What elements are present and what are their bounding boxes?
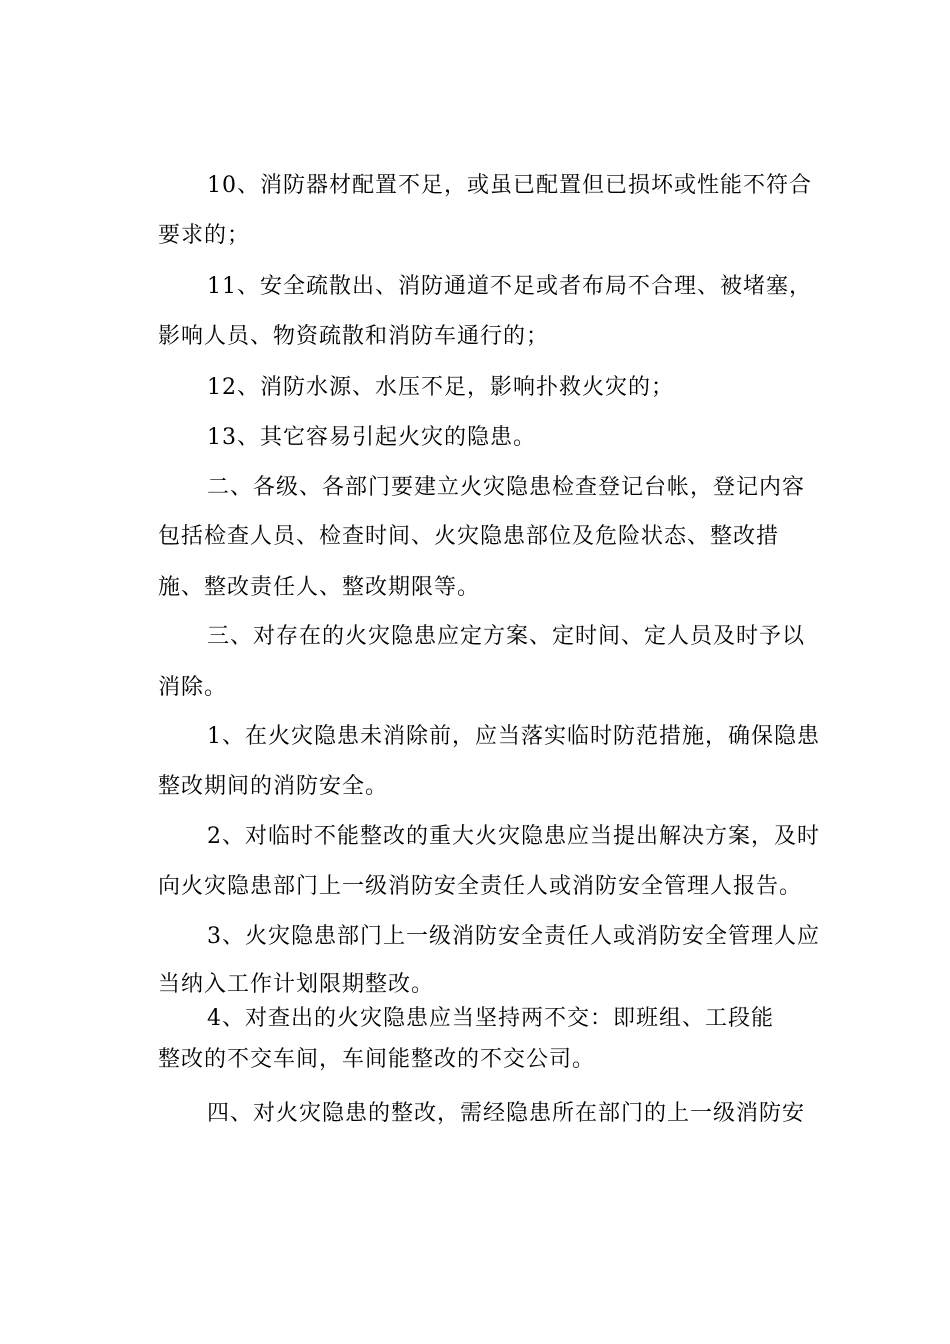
text-line: 消除。	[158, 675, 228, 700]
text-line: 4、对查出的火灾隐患应当坚持两不交：即班组、工段能	[207, 1006, 774, 1031]
text-line: 10、消防器材配置不足，或虽已配置但已损坏或性能不符合	[207, 173, 812, 198]
text-line: 当纳入工作计划限期整改。	[158, 972, 435, 997]
text-line: 影响人员、物资疏散和消防车通行的；	[158, 324, 550, 349]
text-line: 要求的；	[158, 223, 251, 248]
text-line: 整改期间的消防安全。	[158, 774, 389, 799]
text-line: 四、对火灾隐患的整改，需经隐患所在部门的上一级消防安	[207, 1101, 806, 1126]
text-line: 施、整改责任人、整改期限等。	[158, 575, 481, 600]
text-line: 12、消防水源、水压不足，影响扑救火灾的；	[207, 375, 674, 400]
text-line: 2、对临时不能整改的重大火灾隐患应当提出解决方案，及时	[207, 824, 820, 849]
text-line: 向火灾隐患部门上一级消防安全责任人或消防安全管理人报告。	[158, 874, 803, 899]
text-line: 1、在火灾隐患未消除前，应当落实临时防范措施，确保隐患	[207, 724, 820, 749]
text-line: 包括检查人员、检查时间、火灾隐患部位及危险状态、整改措	[158, 524, 780, 549]
text-line: 11、安全疏散出、消防通道不足或者布局不合理、被堵塞，	[207, 274, 812, 299]
text-line: 二、各级、各部门要建立火灾隐患检查登记台帐，登记内容	[207, 475, 806, 500]
text-line: 三、对存在的火灾隐患应定方案、定时间、定人员及时予以	[207, 624, 806, 649]
text-line: 13、其它容易引起火灾的隐患。	[207, 425, 536, 450]
text-line: 整改的不交车间，车间能整改的不交公司。	[158, 1047, 596, 1072]
text-line: 3、火灾隐患部门上一级消防安全责任人或消防安全管理人应	[207, 924, 820, 949]
